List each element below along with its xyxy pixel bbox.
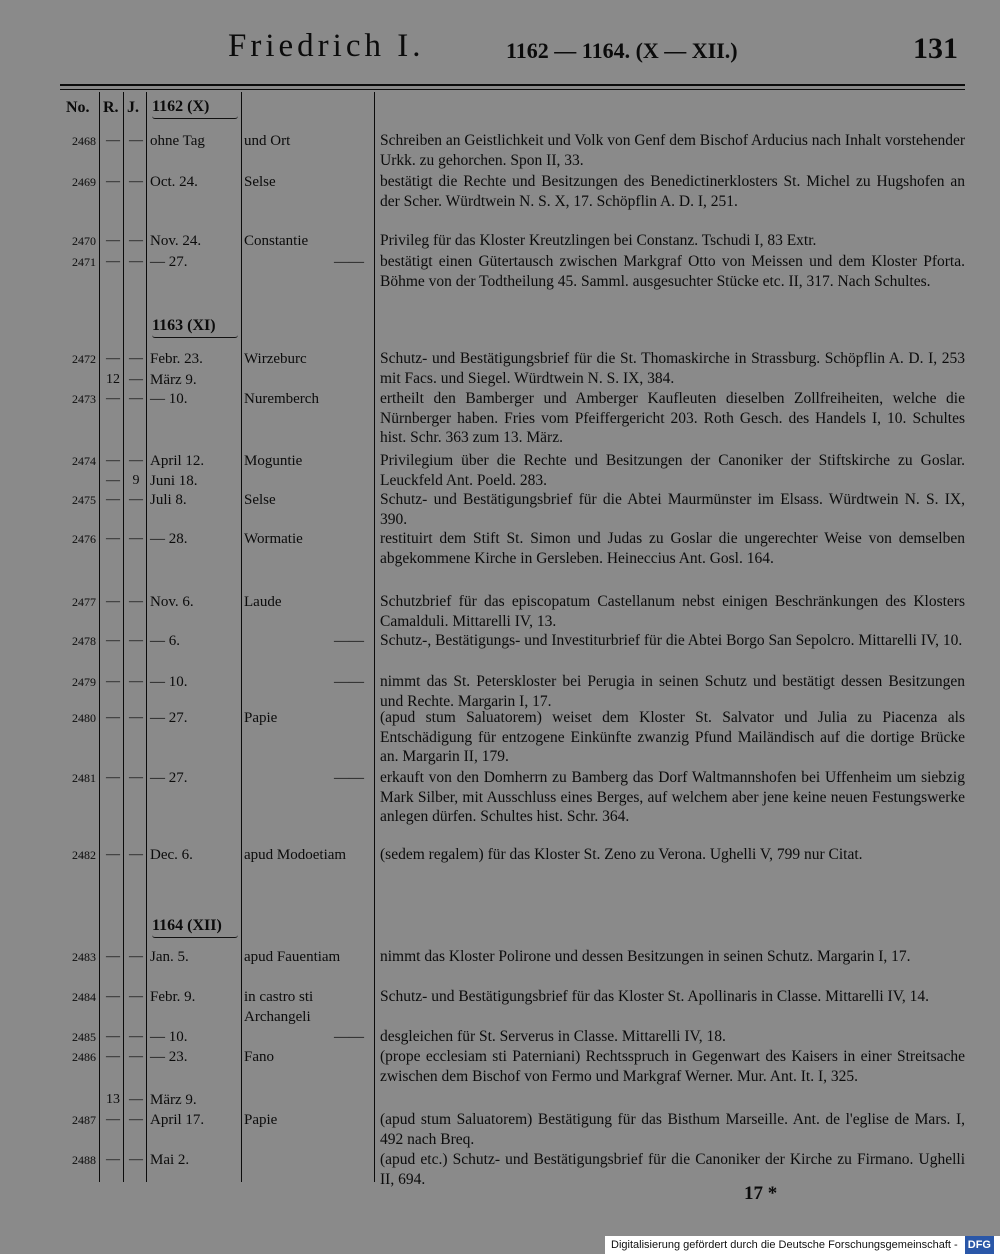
entry-place: Wirzeburc [244,351,307,367]
regest-r: — [106,391,120,406]
regest-r: — [106,174,120,189]
entry-date: — 6. [150,633,180,649]
entry-text: Schutz- und Bestätigungsbrief für die St. Thomaskirche in Strassburg. Schöpflin A. D. I, 253 mit Facs. und Siegel. Würdtwein N. S. IX, 384. [380,350,965,387]
entry-date: Jan. 5. [150,949,189,965]
entry-place: —— [334,1029,364,1045]
regest-r: — [106,1152,120,1167]
entry-number: 2476 [72,532,96,546]
entry-number: 2484 [72,990,96,1004]
entry-date: — 27. [150,710,188,726]
entry-text: (apud stum Saluatorem) Bestätigung für das Bisthum Marseille. Ant. de l'eglise de Mars. I, 492 nach Breq. [380,1111,965,1148]
entry-place: Papie [244,1112,278,1128]
page-years: 1162 — 1164. (X — XII.) [506,38,738,63]
year-heading: 1162 (X) [152,98,238,119]
col-divider [99,92,100,1182]
regest-j: 9 [132,473,140,488]
year-heading: 1164 (XII) [152,917,238,938]
regest-r: — [106,1049,120,1064]
regest-j: — [129,453,143,468]
regest-j: — [129,594,143,609]
regest-j: — [129,254,143,269]
year-heading: 1163 (XI) [152,317,238,338]
page-number: 131 [913,32,958,65]
entry-date: Febr. 9. [150,989,196,1005]
col-divider [146,92,147,1182]
regest-r: — [106,133,120,148]
regest-j: — [129,233,143,248]
regest-r: — [106,989,120,1004]
entry-number: 2472 [72,352,96,366]
regest-r: — [106,949,120,964]
entry-place: —— [334,254,364,270]
regest-j: — [129,633,143,648]
entry-place: —— [334,633,364,649]
entry-number: 2471 [72,255,96,269]
entry-place: Selse [244,174,276,190]
regest-j: — [129,1112,143,1127]
regest-r: — [106,674,120,689]
entry-date: — 27. [150,770,188,786]
entry-number: 2469 [72,175,96,189]
entry-date: Mai 2. [150,1152,190,1168]
entry-place: —— [334,770,364,786]
entry-number: 2480 [72,711,96,725]
regest-j: — [129,492,143,507]
entry-number: 2475 [72,493,96,507]
entry-date: Nov. 24. [150,233,202,249]
regest-j: — [129,133,143,148]
entry-place: Wormatie [244,531,303,547]
entry-place: —— [334,674,364,690]
entry-date: März 9. [150,372,197,388]
header-rule [60,84,965,86]
entry-text: (prope ecclesiam sti Paterniani) Rechtsspruch in Gegenwart des Kaisers in einer Streitsache zwischen dem Bischof von Fermo und Markgraf Werner. Mur. Ant. It. I, 325. [380,1048,965,1085]
regest-r: — [106,847,120,862]
entry-text: (sedem regalem) für das Kloster St. Zeno zu Verona. Ughelli V, 799 nur Citat. [380,846,863,863]
regest-j: — [129,174,143,189]
entry-date: April 12. [150,453,205,469]
entry-text: Schutz-, Bestätigungs- und Investiturbrief für die Abtei Borgo San Sepolcro. Mittarelli IV, 10. [380,632,963,649]
entry-date: — 28. [150,531,188,547]
entry-date: Juli 8. [150,492,187,508]
entry-text: desgleichen für St. Serverus in Classe. Mittarelli IV, 18. [380,1028,726,1045]
entry-place: Moguntie [244,453,303,469]
entry-date: — 10. [150,391,188,407]
entry-date: April 17. [150,1112,205,1128]
entry-text: Schreiben an Geistlichkeit und Volk von Genf dem Bischof Arducius nach Inhalt vorstehender Urkk. zu gehorchen. Spon II, 33. [380,132,965,169]
entry-number: 2478 [72,634,96,648]
entry-number: 2468 [72,134,96,148]
entry-place: in castro sti Archangeli [244,989,314,1025]
entry-place: apud Modoetiam [244,847,347,863]
regest-j: — [129,1029,143,1044]
regest-r: — [106,1112,120,1127]
entry-date: Juni 18. [150,473,198,489]
header-rule-thin [60,89,965,90]
entry-text: Privilegium über die Rechte und Besitzungen der Canoniker der Stiftskirche zu Goslar. Leuckfeld Ant. Poeld. 283. [380,452,965,489]
entry-place: Constantie [244,233,309,249]
regest-j: — [129,351,143,366]
entry-number: 2488 [72,1153,96,1167]
regest-r: — [106,473,120,488]
regest-r: 12 [106,372,120,387]
entry-text: bestätigt einen Gütertausch zwischen Markgraf Otto von Meissen und dem Kloster Pforta. Böhme von der Todtheilung 45. Samml. ausgesuchter Stücke etc. II, 317. Nach Schultes. [380,253,965,290]
digitization-credit [605,1236,1000,1254]
regest-j: — [129,531,143,546]
regest-j: — [129,1092,143,1107]
regest-r: — [106,633,120,648]
entry-text: ertheilt den Bamberger und Amberger Kaufleuten dieselben Zollfreiheiten, welche die Nürnberger haben. Fries vom Pfeiffergericht 203. Roth Gesch. des Handels I, 10. Schultes hist. Schr. 363 zum 13. März. [380,390,965,447]
col-divider [123,92,124,1182]
entry-number: 2479 [72,675,96,689]
entry-place: Laude [244,594,282,610]
regest-r: — [106,351,120,366]
regest-r: — [106,1029,120,1044]
entry-date: März 9. [150,1092,197,1108]
entry-place: Papie [244,710,278,726]
regest-j: — [129,1152,143,1167]
regest-r: — [106,770,120,785]
entry-date: Febr. 23. [150,351,203,367]
regest-r: — [106,492,120,507]
page-header [0,28,1000,76]
entry-text: restituirt dem Stift St. Simon und Judas zu Goslar die ungerechter Weise von demselben abgekommene Kirche in Gersleben. Heineccius Ant. Gosl. 164. [380,530,965,567]
entry-text: Privileg für das Kloster Kreutzlingen bei Constanz. Tschudi I, 83 Extr. [380,232,817,249]
entry-number: 2485 [72,1030,96,1044]
dfg-logo: DFG [965,1236,994,1254]
regest-j: — [129,949,143,964]
entry-place: Nuremberch [244,391,319,407]
regest-r: — [106,531,120,546]
col-no-header: No. [66,99,90,116]
entry-place: Selse [244,492,276,508]
entry-date: — 23. [150,1049,188,1065]
entry-number: 2477 [72,595,96,609]
entry-text: Schutz- und Bestätigungsbrief für die Abtei Maurmünster im Elsass. Würdtwein N. S. IX, 390. [380,491,965,528]
entry-place: und Ort [244,133,291,149]
regest-j: — [129,674,143,689]
entry-text: nimmt das Kloster Polirone und dessen Besitzungen in seinen Schutz. Margarin I, 17. [380,948,911,965]
regest-j: — [129,391,143,406]
entry-text: bestätigt die Rechte und Besitzungen des Benedictinerklosters St. Michel zu Hugshofen an der Scher. Würdtwein N. S. X, 17. Schöpflin A. D. I, 251. [380,173,965,210]
regest-j: — [129,847,143,862]
regest-r: — [106,710,120,725]
regest-j: — [129,710,143,725]
col-j-header: J. [127,99,139,116]
entry-date: — 10. [150,674,188,690]
entry-number: 2487 [72,1113,96,1127]
entry-date: Nov. 6. [150,594,194,610]
regest-r: — [106,254,120,269]
entry-date: — 27. [150,254,188,270]
entry-number: 2474 [72,454,96,468]
entry-text: Schutzbrief für das episcopatum Castellanum nebst einigen Beschränkungen des Klosters Camalduli. Mittarelli IV, 13. [380,593,965,630]
entry-text: Schutz- und Bestätigungsbrief für das Kloster St. Apollinaris in Classe. Mittarelli IV, 14. [380,988,930,1005]
entry-date: Oct. 24. [150,174,198,190]
entry-number: 2483 [72,950,96,964]
entry-date: Dec. 6. [150,847,193,863]
entry-text: (apud etc.) Schutz- und Bestätigungsbrief für die Canoniker der Kirche zu Firmano. Ughelli II, 694. [380,1151,965,1188]
regest-j: — [129,770,143,785]
regest-r: — [106,594,120,609]
entry-text: erkauft von den Domherrn zu Bamberg das Dorf Waltmannshofen bei Uffenheim um siebzig Mark Silber, mit Ausschluss eines Berges, auf welchem aber jene keine neuen Festungswerke anlegen dürfen. Schultes hist. Schr. 364. [380,769,965,826]
entry-number: 2473 [72,392,96,406]
regest-r: — [106,453,120,468]
regest-r: 13 [106,1092,120,1107]
entry-date: ohne Tag [150,133,205,149]
entry-number: 2470 [72,234,96,248]
entry-place: apud Fauentiam [244,949,341,965]
entry-text: nimmt das St. Peterskloster bei Perugia in seinen Schutz und bestätigt dessen Besitzungen und Rechte. Margarin I, 17. [380,673,965,710]
page-title: Friedrich I. [228,28,425,64]
entry-place: Fano [244,1049,274,1065]
entry-date: — 10. [150,1029,188,1045]
entry-number: 2482 [72,848,96,862]
signature-mark: 17 * [744,1183,778,1204]
col-r-header: R. [103,99,119,116]
entry-text: (apud stum Saluatorem) weiset dem Kloster St. Salvator und Julia zu Piacenza als Entschädigung für entzogene Einkünfte zwanzig Pfund Mailändisch auf die dortige Brücke an. Margarin II, 179. [380,709,965,766]
entry-number: 2486 [72,1050,96,1064]
entry-number: 2481 [72,771,96,785]
regest-j: — [129,372,143,387]
credit-text: Digitalisierung gefördert durch die Deutsche Forschungsgemeinschaft - [611,1239,958,1251]
regest-r: — [106,233,120,248]
col-divider [241,92,242,1182]
regest-j: — [129,989,143,1004]
regest-j: — [129,1049,143,1064]
